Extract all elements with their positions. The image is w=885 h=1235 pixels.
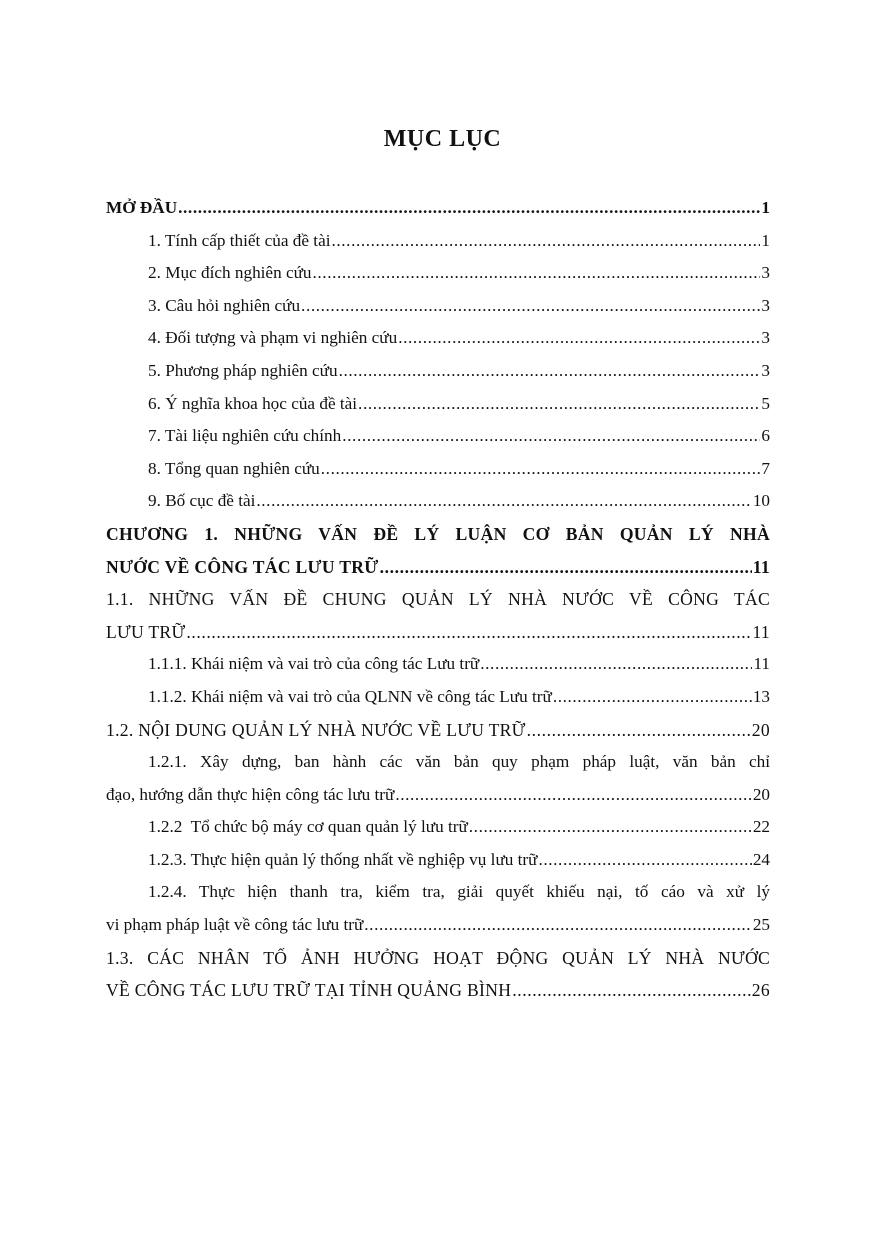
toc-entry-page: 7	[761, 458, 770, 478]
toc-entry-text: 8. Tổng quan nghiên cứu	[148, 458, 320, 478]
toc-entry-text: đạo, hướng dẫn thực hiện công tác lưu trữ	[106, 784, 395, 804]
toc-entry-page: 20	[751, 719, 770, 740]
toc-entry-text: 7. Tài liệu nghiên cứu chính	[148, 426, 342, 446]
toc-entry-text: 3. Câu hỏi nghiên cứu	[148, 295, 301, 315]
toc-entry-page: 11	[752, 621, 770, 642]
toc-entry-page: 6	[761, 426, 770, 446]
toc-entry[interactable]	[106, 263, 770, 296]
toc-entry[interactable]	[106, 622, 770, 655]
page-title: MỤC LỤC	[383, 126, 502, 152]
toc-entry-wrapped-first-line[interactable]: 1.2.4. Thực hiện thanh tra, kiểm tra, giải quyết khiếu nại, tố cáo và xử lý	[148, 882, 770, 902]
toc-entry-text: NƯỚC VỀ CÔNG TÁC LƯU TRỮ	[106, 556, 379, 577]
toc-entry-page: 3	[761, 360, 770, 380]
dot-leader	[398, 328, 760, 348]
toc-entry-text: MỞ ĐẦU	[106, 198, 178, 217]
toc-entry-text: 2. Mục đích nghiên cứu	[148, 263, 312, 283]
toc-entry-page: 20	[752, 784, 770, 804]
dot-leader	[301, 296, 760, 316]
toc-entry-chapter-heading[interactable]: CHƯƠNG 1. NHỮNG VẤN ĐỀ LÝ LUẬN CƠ BẢN QUẢN LÝ NHÀ	[106, 523, 770, 544]
toc-entry[interactable]	[106, 785, 770, 818]
dot-leader	[178, 198, 760, 218]
dot-leader	[395, 785, 751, 805]
dot-leader	[512, 980, 751, 1001]
dot-leader	[256, 491, 751, 511]
dot-leader	[364, 915, 752, 935]
toc-entry[interactable]	[106, 198, 770, 231]
toc-entry-text: 9. Bố cục đề tài	[148, 491, 256, 511]
toc-entry-page: 13	[752, 686, 770, 706]
toc-entry[interactable]	[106, 654, 770, 687]
table-of-contents	[106, 198, 770, 1013]
toc-entry[interactable]	[106, 426, 770, 459]
dot-leader	[553, 687, 752, 707]
toc-entry-text: 1. Tính cấp thiết của đề tài	[148, 230, 331, 250]
toc-entry-text: 1.2.3. Thực hiện quản lý thống nhất về nghiệp vụ lưu trữ	[148, 849, 538, 869]
toc-entry[interactable]	[106, 687, 770, 720]
dot-leader	[321, 459, 761, 479]
toc-entry[interactable]	[106, 817, 770, 850]
toc-entry[interactable]	[106, 361, 770, 394]
toc-entry-text: 6. Ý nghĩa khoa học của đề tài	[148, 393, 358, 413]
toc-entry[interactable]	[106, 720, 770, 753]
dot-leader	[358, 394, 760, 414]
toc-entry-page: 22	[752, 817, 770, 837]
toc-entry-page: 10	[752, 491, 770, 511]
toc-entry-page: 1	[761, 198, 770, 217]
toc-entry-page: 25	[752, 915, 770, 935]
toc-entry-wrapped-first-line[interactable]: 1.2.1. Xây dựng, ban hành các văn bản quy phạm pháp luật, văn bản chỉ	[148, 752, 770, 772]
toc-entry-text: 1.1.2. Khái niệm và vai trò của QLNN về công tác Lưu trữ	[148, 686, 552, 706]
dot-leader	[339, 361, 761, 381]
toc-entry-text: 1.2. NỘI DUNG QUẢN LÝ NHÀ NƯỚC VỀ LƯU TRỮ	[106, 719, 526, 740]
toc-entry-page: 24	[752, 849, 770, 869]
toc-entry[interactable]	[106, 980, 770, 1013]
toc-entry-page: 11	[753, 654, 770, 674]
toc-entry-text: 1.1.1. Khái niệm và vai trò của công tác Lưu trữ	[148, 654, 480, 674]
toc-entry-page: 1	[761, 230, 770, 250]
toc-entry-page: 3	[761, 263, 770, 283]
toc-entry-page: 3	[761, 295, 770, 315]
dot-leader	[527, 720, 751, 741]
toc-entry-text: vi phạm pháp luật về công tác lưu trữ	[106, 915, 364, 935]
toc-entry-page: 11	[752, 556, 770, 577]
toc-entry[interactable]	[106, 557, 770, 590]
toc-entry-section-heading[interactable]: 1.3. CÁC NHÂN TỐ ẢNH HƯỞNG HOẠT ĐỘNG QUẢN LÝ NHÀ NƯỚC	[106, 947, 770, 968]
dot-leader	[186, 622, 751, 643]
dot-leader	[331, 231, 760, 251]
toc-entry-page: 5	[761, 393, 770, 413]
dot-leader	[480, 654, 752, 674]
dot-leader	[538, 850, 751, 870]
toc-entry-section-heading[interactable]: 1.1. NHỮNG VẤN ĐỀ CHUNG QUẢN LÝ NHÀ NƯỚC VỀ CÔNG TÁC	[106, 589, 770, 610]
toc-entry-page: 26	[751, 980, 770, 1001]
toc-entry[interactable]	[106, 915, 770, 948]
toc-entry[interactable]	[106, 328, 770, 361]
toc-entry-text: VỀ CÔNG TÁC LƯU TRỮ TẠI TỈNH QUẢNG BÌNH	[106, 980, 512, 1001]
toc-entry[interactable]	[106, 850, 770, 883]
toc-entry-text: 4. Đối tượng và phạm vi nghiên cứu	[148, 328, 398, 348]
dot-leader	[469, 817, 752, 837]
toc-entry[interactable]	[106, 231, 770, 264]
dot-leader	[380, 557, 752, 578]
dot-leader	[342, 426, 760, 446]
toc-entry[interactable]	[106, 296, 770, 329]
toc-entry-page: 3	[761, 328, 770, 348]
toc-entry-text: LƯU TRỮ	[106, 621, 186, 642]
toc-entry[interactable]	[106, 459, 770, 492]
toc-entry-text: 1.2.2 Tổ chức bộ máy cơ quan quản lý lưu trữ	[148, 817, 468, 837]
toc-entry[interactable]	[106, 491, 770, 524]
toc-entry-text: 5. Phương pháp nghiên cứu	[148, 360, 338, 380]
toc-entry[interactable]	[106, 394, 770, 427]
dot-leader	[313, 263, 761, 283]
